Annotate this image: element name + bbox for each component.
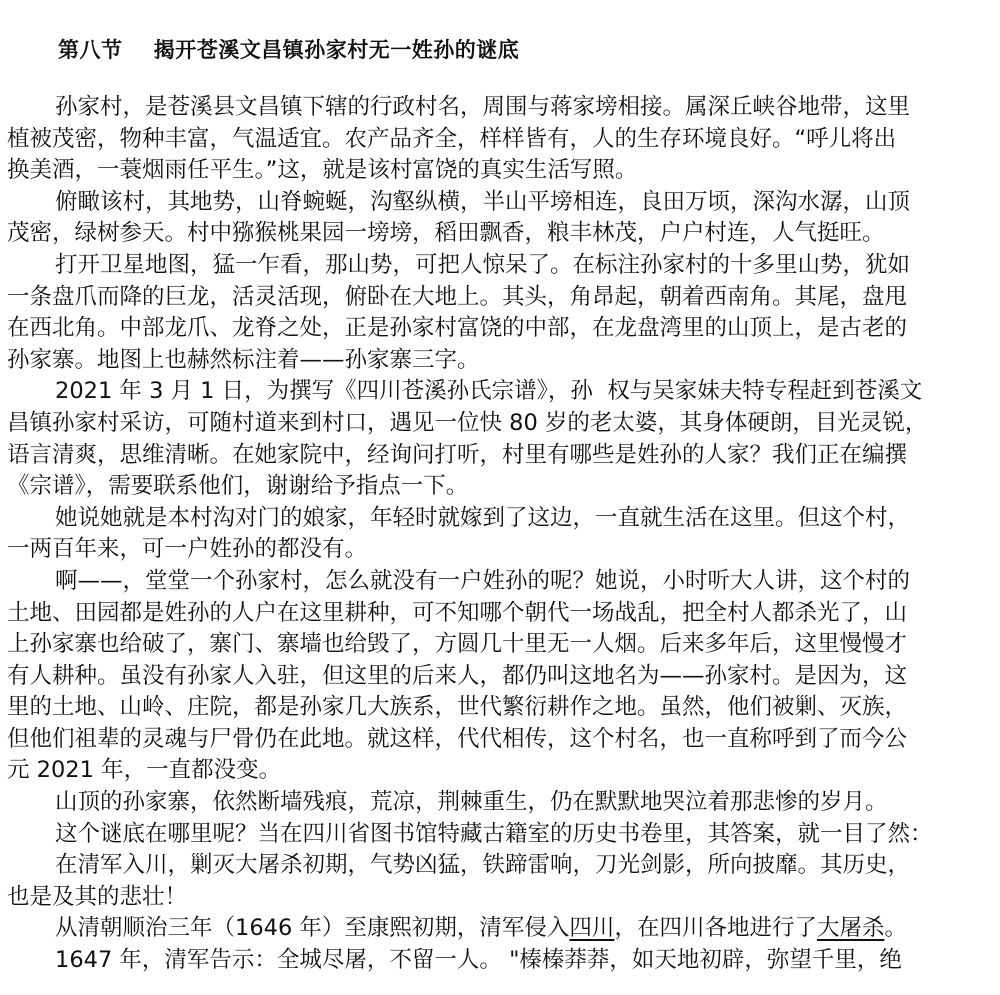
text-line: 上孙家寨也给破了，寨门、寨墙也给毁了，方圆几十里无一人烟。后来多年后，这里慢慢才 [7, 631, 908, 658]
link-massacre[interactable]: 大屠杀 [816, 915, 885, 942]
text-line: 她说她就是本村沟对门的娘家，年轻时就嫁到了这边，一直就生活在这里。但这个村， [55, 504, 911, 531]
text-line: 在西北角。中部龙爪、龙脊之处，正是孙家村富饶的中部，在龙盘湾里的山顶上，是古老的 [7, 315, 908, 342]
text-line: 一条盘爪而降的巨龙，活灵活现，俯卧在大地上。其头，角昂起，朝着西南角。其尾，盘甩 [7, 283, 908, 310]
text-line: 这个谜底在哪里呢？当在四川省图书馆特藏古籍室的历史书卷里，其答案，就一目了然： [55, 820, 933, 847]
text-line: 土地、田园都是姓孙的人户在这里耕种，可不知哪个朝代一场战乱，把全村人都杀光了，山 [7, 599, 908, 626]
text-line: 里的土地、山岭、庄院，都是孙家几大族系，世代繁衍耕作之地。虽然，他们被剿、灭族， [7, 694, 908, 721]
text-line-last: 1647 年，清军告示：全城尽屠，不留一人。 "榛榛莽莽，如天地初辟，弥望千里，绝 [55, 947, 902, 974]
text-line: 啊——，堂堂一个孙家村，怎么就没有一户姓孙的呢？她说，小时听大人讲，这个村的 [55, 567, 911, 594]
text-line: 孙家寨。地图上也赫然标注着——孙家寨三字。 [7, 346, 480, 373]
text-line: 在清军入川，剿灭大屠杀初期，气势凶猛，铁蹄雷响，刀光剑影，所向披靡。其历史， [55, 852, 911, 879]
section-title: 第八节 揭开苍溪文昌镇孙家村无一姓孙的谜底 [58, 38, 520, 62]
text-segment: 从清朝顺治三年（1646 年）至康熙初期，清军侵入 [55, 915, 570, 942]
text-line: 茂密，绿树参天。村中猕猴桃果园一塝塝，稻田飘香，粮丰林茂，户户村连，人气挺旺。 [7, 220, 885, 247]
text-line: 也是及其的悲壮！ [7, 883, 188, 910]
text-line: 山顶的孙家寨，依然断墙残痕，荒凉，荆棘重生，仍在默默地哭泣着那悲惨的岁月。 [55, 789, 888, 816]
link-sichuan[interactable]: 四川 [569, 915, 615, 942]
text-line: 《宗谱》，需要联系他们，谢谢给予指点一下。 [7, 473, 469, 500]
text-line-qing-invasion [7, 913, 997, 945]
text-segment: ，在四川各地进行了 [614, 915, 817, 942]
text-line: 植被茂密，物种丰富，气温适宜。农产品齐全，样样皆有，人的生存环境良好。“呼儿将出 [7, 125, 897, 152]
text-line: 昌镇孙家村采访，可随村道来到村口，遇见一位快 80 岁的老太婆，其身体硬朗，目光灵锐， [7, 409, 928, 436]
text-line: 换美酒，一蓑烟雨任平生。”这，就是该村富饶的真实生活写照。 [7, 157, 638, 184]
text-line: 语言清爽，思维清晰。在她家院中，经询问打听，村里有哪些是姓孙的人家？我们正在编撰 [7, 441, 908, 468]
text-line: 一两百年来，可一户姓孙的都没有。 [7, 536, 368, 563]
paragraph-lines [7, 92, 997, 913]
text-line: 打开卫星地图，猛一乍看，那山势，可把人惊呆了。在标注孙家村的十多里山势，犹如 [55, 251, 911, 278]
text-line: 有人耕种。虽没有孙家人入驻，但这里的后来人，都仍叫这地名为——孙家村。是因为，这 [7, 662, 908, 689]
text-line: 元 2021 年，一直都没变。 [7, 757, 282, 784]
text-line: 孙家村，是苍溪县文昌镇下辖的行政村名，周围与蒋家塝相接。属深丘峡谷地带，这里 [55, 94, 911, 120]
text-line: 俯瞰该村，其地势，山脊蜿蜒，沟壑纵横，半山平塝相连，良田万顷，深沟水潺，山顶 [55, 188, 911, 215]
text-line: 但他们祖辈的灵魂与尸骨仍在此地。就这样，代代相传，这个村名，也一直称呼到了而今公 [7, 725, 908, 752]
text-segment: 。 [884, 915, 907, 942]
article-body [7, 92, 997, 977]
text-line: 2021 年 3 月 1 日，为撰写《四川苍溪孙氏宗谱》，孙 权与吴家妹夫特专程赶到苍溪文 [55, 378, 923, 405]
